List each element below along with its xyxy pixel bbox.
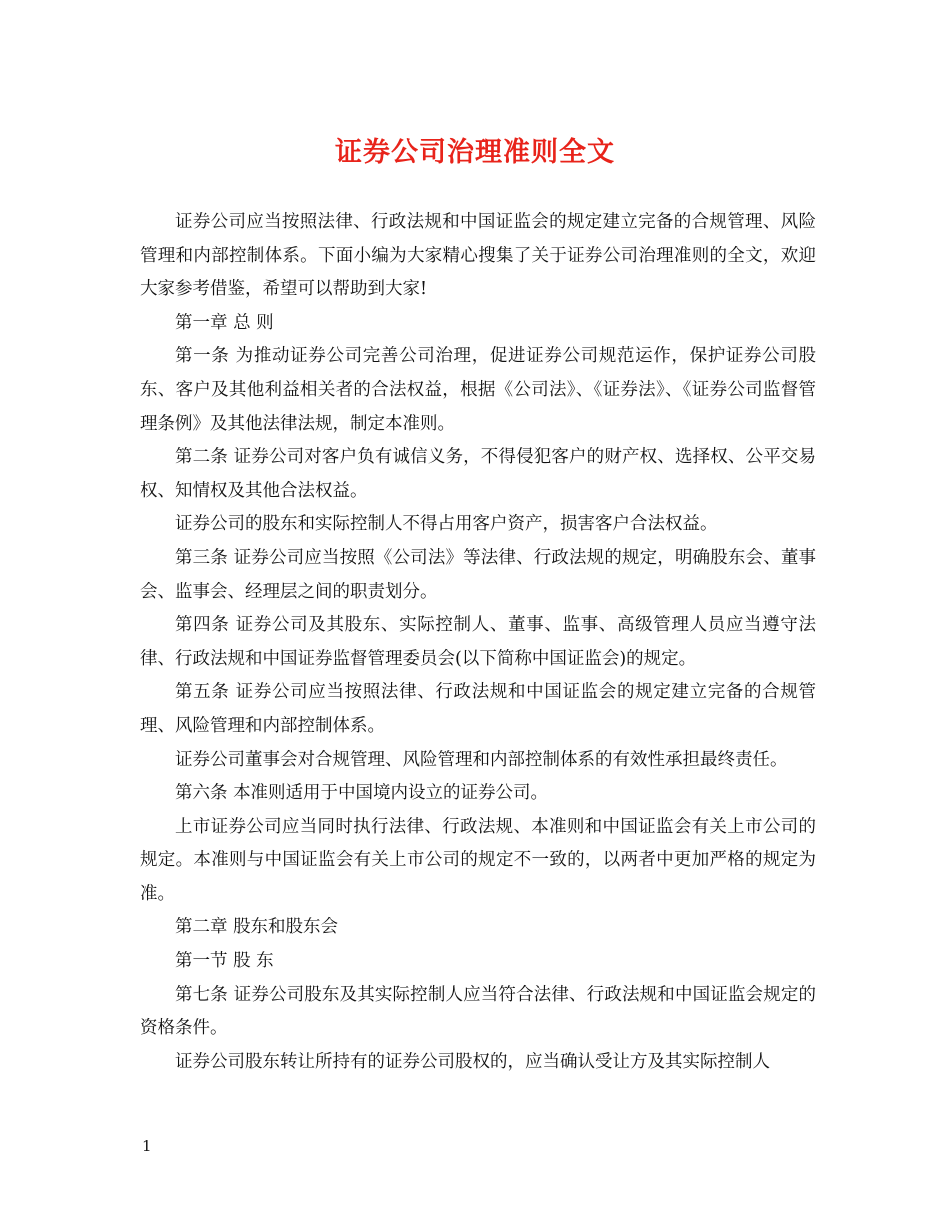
paragraph: 证券公司的股东和实际控制人不得占用客户资产，损害客户合法权益。 bbox=[175, 514, 718, 535]
article-paragraph: 第六条 本准则适用于中国境内设立的证券公司。 bbox=[175, 783, 549, 804]
article-paragraph: 第二条 证券公司对客户负有诚信义务，不得侵犯客户的财产权、选择权、公平交易权、知情权及其他合法权益。 bbox=[140, 447, 816, 501]
article-paragraph: 第四条 证券公司及其股东、实际控制人、董事、监事、高级管理人员应当遵守法律、行政法规和中国证券监督管理委员会(以下简称中国证监会)的规定。 bbox=[140, 615, 816, 669]
paragraph: 证券公司股东转让所持有的证券公司股权的，应当确认受让方及其实际控制人 bbox=[175, 1051, 770, 1072]
document-body bbox=[140, 206, 816, 1079]
article-paragraph: 第三条 证券公司应当按照《公司法》等法律、行政法规的规定，明确股东会、董事会、监事会、经理层之间的职责划分。 bbox=[140, 547, 816, 602]
article-paragraph: 第一条 为推动证券公司完善公司治理，促进证券公司规范运作，保护证券公司股东、客户及其他利益相关者的合法权益，根据《公司法》、《证券法》、《证券公司监督管理条例》及其他法律法规，制定本准则。 bbox=[140, 346, 816, 434]
paragraph-intro: 证券公司应当按照法律、行政法规和中国证监会的规定建立完备的合规管理、风险管理和内部控制体系。下面小编为大家精心搜集了关于证券公司治理准则的全文，欢迎大家参考借鉴，希望可以帮助到大家! bbox=[140, 212, 816, 300]
chapter-heading: 第一章 总 则 bbox=[175, 312, 274, 333]
paragraph: 上市证券公司应当同时执行法律、行政法规、本准则和中国证监会有关上市公司的规定。本准则与中国证监会有关上市公司的规定不一致的，以两者中更加严格的规定为准。 bbox=[140, 816, 816, 904]
article-paragraph: 第七条 证券公司股东及其实际控制人应当符合法律、行政法规和中国证监会规定的资格条件。 bbox=[140, 984, 816, 1039]
document-title: 证券公司治理准则全文 bbox=[335, 137, 615, 168]
section-heading: 第一节 股 东 bbox=[175, 951, 274, 972]
article-paragraph: 第五条 证券公司应当按照法律、行政法规和中国证监会的规定建立完备的合规管理、风险管理和内部控制体系。 bbox=[140, 682, 816, 736]
paragraph: 证券公司董事会对合规管理、风险管理和内部控制体系的有效性承担最终责任。 bbox=[175, 749, 788, 770]
chapter-heading: 第二章 股东和股东会 bbox=[175, 917, 339, 938]
page-number: 1 bbox=[142, 1137, 152, 1155]
